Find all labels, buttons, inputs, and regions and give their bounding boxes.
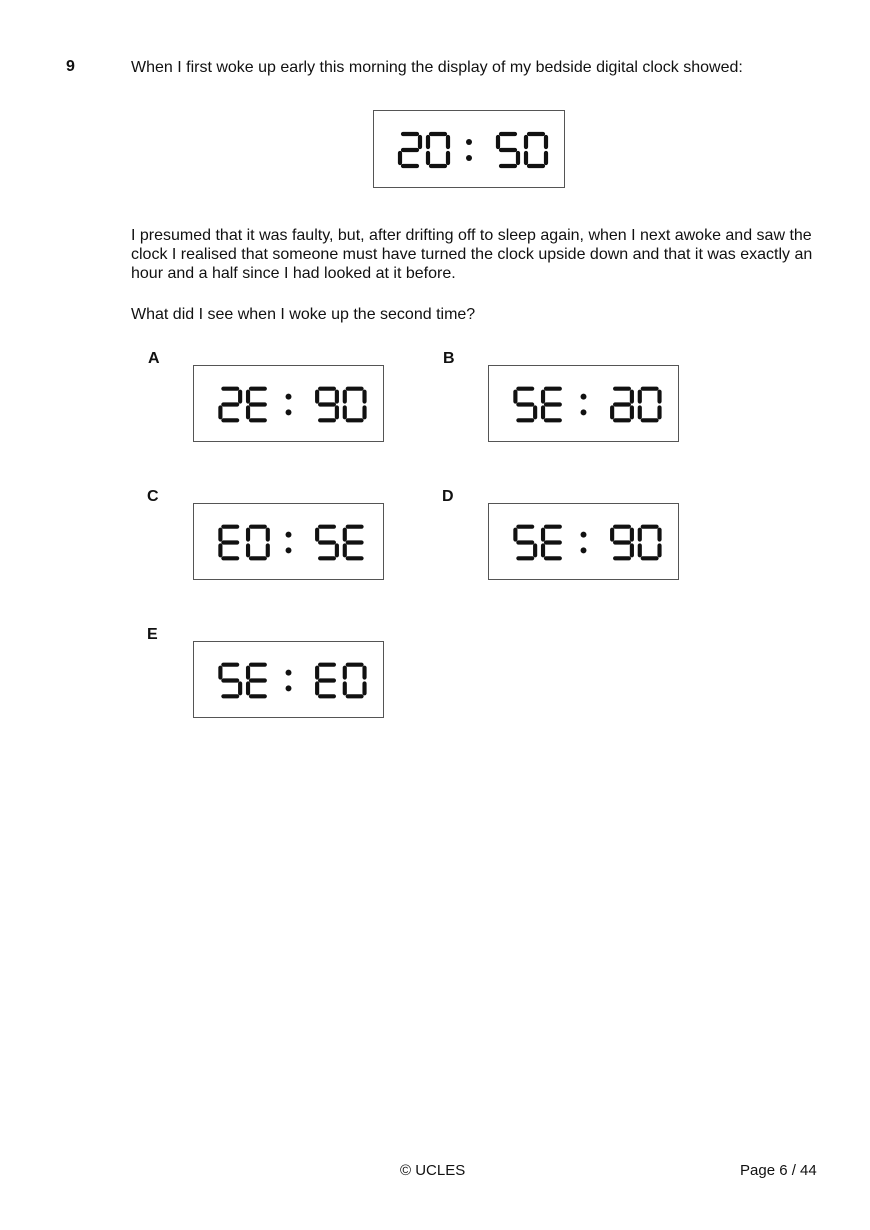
question-intro: When I first woke up early this morning the display of my bedside digital clock showed: (131, 59, 743, 76)
question-number: 9 (66, 58, 75, 75)
option-b-label: B (443, 350, 455, 367)
option-e-clock[interactable] (193, 641, 384, 718)
colon-dot (466, 155, 472, 161)
footer-copyright: © UCLES (400, 1162, 466, 1179)
option-a-label: A (148, 350, 160, 367)
option-d-label: D (442, 488, 454, 505)
colon-dot (286, 547, 292, 553)
option-c-label: C (147, 488, 159, 505)
option-c-clock[interactable] (193, 503, 384, 580)
clock-digits (489, 366, 680, 443)
clock-digits (374, 111, 566, 189)
option-d-clock[interactable] (488, 503, 679, 580)
option-b-clock[interactable] (488, 365, 679, 442)
option-e-label: E (147, 626, 158, 643)
colon-dot (466, 139, 472, 145)
question-prompt: What did I see when I woke up the second time? (131, 306, 476, 323)
clock-digits (194, 642, 385, 719)
colon-dot (581, 532, 587, 538)
colon-dot (286, 532, 292, 538)
colon-dot (286, 409, 292, 415)
colon-dot (286, 394, 292, 400)
clock-digits (194, 504, 385, 581)
option-a-clock[interactable] (193, 365, 384, 442)
colon-dot (581, 547, 587, 553)
colon-dot (286, 685, 292, 691)
clock-digits (194, 366, 385, 443)
clock-digits (489, 504, 680, 581)
colon-dot (286, 670, 292, 676)
footer-page-number: Page 6 / 44 (740, 1162, 817, 1179)
initial-clock-display (373, 110, 565, 188)
colon-dot (581, 409, 587, 415)
question-body: I presumed that it was faulty, but, after drifting off to sleep again, when I next awoke and saw the clock I realised that someone must have turned the clock upside down and that it was exactly an hour and a half since I had looked at it before. (131, 227, 813, 282)
colon-dot (581, 394, 587, 400)
